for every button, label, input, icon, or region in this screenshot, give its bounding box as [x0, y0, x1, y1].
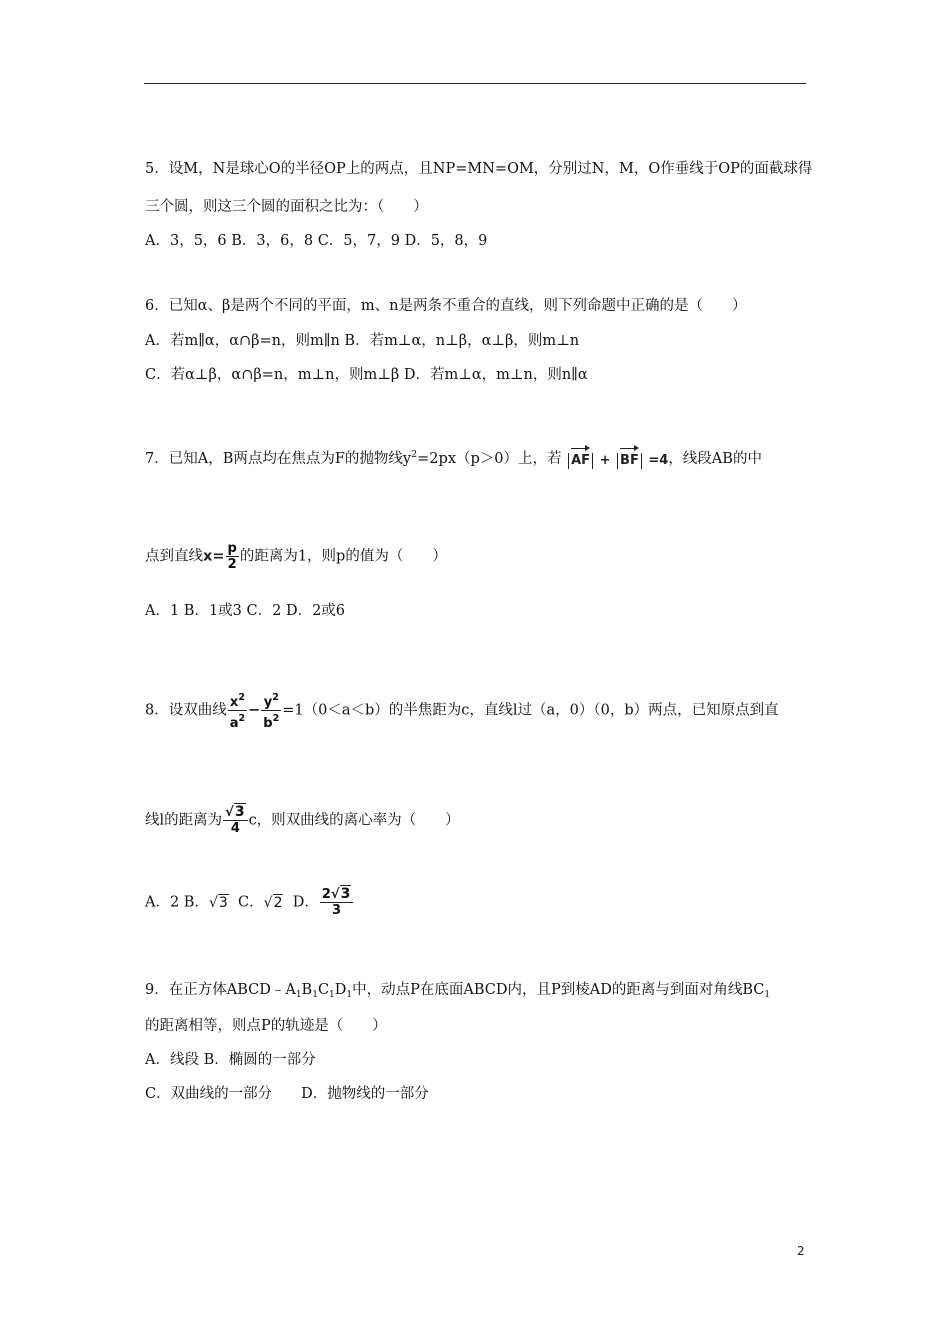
- q6-stem: 6．已知α、β是两个不同的平面，m、n是两条不重合的直线，则下列命题中正确的是（ ）: [145, 298, 747, 314]
- q7-text-b: =2px（p＞0）上，若: [417, 451, 562, 467]
- q9-line2: 的距离相等，则点P的轨迹是（ ）: [145, 1018, 387, 1034]
- q6-options-cd: C．若α⊥β，α∩β=n，m⊥n，则m⊥β D．若m⊥α，m⊥n，则n∥α: [145, 367, 588, 383]
- q9-options-cd: C．双曲线的一部分 D．抛物线的一部分: [145, 1086, 429, 1102]
- q7-options: A．1 B．1或3 C．2 D．2或6: [145, 603, 346, 619]
- plus-sign: +: [599, 453, 611, 468]
- q8-line2-b: c，则双曲线的离心率为（ ）: [248, 812, 460, 829]
- header-rule: [144, 83, 806, 84]
- q5-line2: 三个圆，则这三个圆的面积之比为：（ ）: [145, 199, 428, 215]
- q7-sup: 2: [411, 449, 418, 460]
- q8-opt-d: D．: [292, 894, 319, 911]
- q8-fraction-y: $\frac{y^2}{b^2}$: [263, 692, 280, 731]
- q8-options: [145, 887, 354, 918]
- q7-line2-b: 的距离为1，则p的值为（ ）: [239, 548, 447, 565]
- equals-four: =4: [648, 453, 669, 468]
- q7-fraction: $\frac{p}{2}$: [227, 541, 237, 572]
- q8-line2: [145, 805, 460, 836]
- q9-line1: 9．在正方体$ABCD﹣A_1B_1C_1D_1$中，动点P在底面ABCD内，且P到棱AD的距离与到面对角线$BC_1$: [145, 982, 771, 1000]
- q5-line1: 5．设M，N是球心O的半径OP上的两点，且NP=MN=OM，分别过N，M，O作垂线于OP的面截球得: [145, 161, 813, 177]
- q7-line2: [145, 541, 447, 572]
- q6-options-ab: A．若m∥α，α∩β=n，则m∥n B．若m⊥α，n⊥β，α⊥β，则m⊥n: [145, 333, 580, 349]
- q8-opt-b-sqrt: √3: [208, 894, 228, 911]
- q8-line2-a: 线l的距离为: [145, 812, 223, 829]
- q7-line1: [145, 445, 762, 471]
- q7-vector-equation: [566, 447, 668, 471]
- q8-fraction-x: $\frac{x^2}{a^2}$: [229, 692, 246, 731]
- q8-distance-fraction: $\frac{√3}{4}$: [223, 805, 247, 836]
- page-number: 2: [797, 1244, 805, 1258]
- q8-opt-c: C．: [238, 894, 264, 911]
- q7-x-equals: x=: [203, 548, 225, 565]
- q8-opt-a: A．2 B．: [145, 894, 209, 911]
- vector-af: AF: [571, 447, 590, 471]
- q5-options: A．3，5，6 B．3，6，8 C．5，7，9 D．5，8，9: [145, 233, 488, 249]
- q9-text-a: 9．在正方体ABCD﹣A: [145, 982, 296, 998]
- q7-text-c: ，线段AB的中: [668, 451, 762, 467]
- q8-line1: [145, 690, 779, 731]
- q8-opt-c-sqrt: √2: [263, 894, 283, 911]
- q9-options-ab: A．线段 B．椭圆的一部分: [145, 1052, 316, 1068]
- q8-text-a: 8．设双曲线: [145, 702, 227, 719]
- q7-text-a: 7．已知A，B两点均在焦点为F的抛物线y: [145, 451, 412, 467]
- q8-opt-d-fraction: $\frac{2√3}{3}$: [320, 887, 353, 918]
- q8-text-b: =1（0＜a＜b）的半焦距为c，直线l过（a，0）（0，b）两点，已知原点到直: [282, 702, 779, 719]
- q7-line2-a: 点到直线: [145, 548, 203, 565]
- vector-bf: BF: [620, 447, 639, 471]
- q8-minus: −: [248, 702, 261, 719]
- q9-text-b: 中，动点P在底面ABCD内，且P到棱AD的距离与到面对角线BC: [352, 982, 765, 998]
